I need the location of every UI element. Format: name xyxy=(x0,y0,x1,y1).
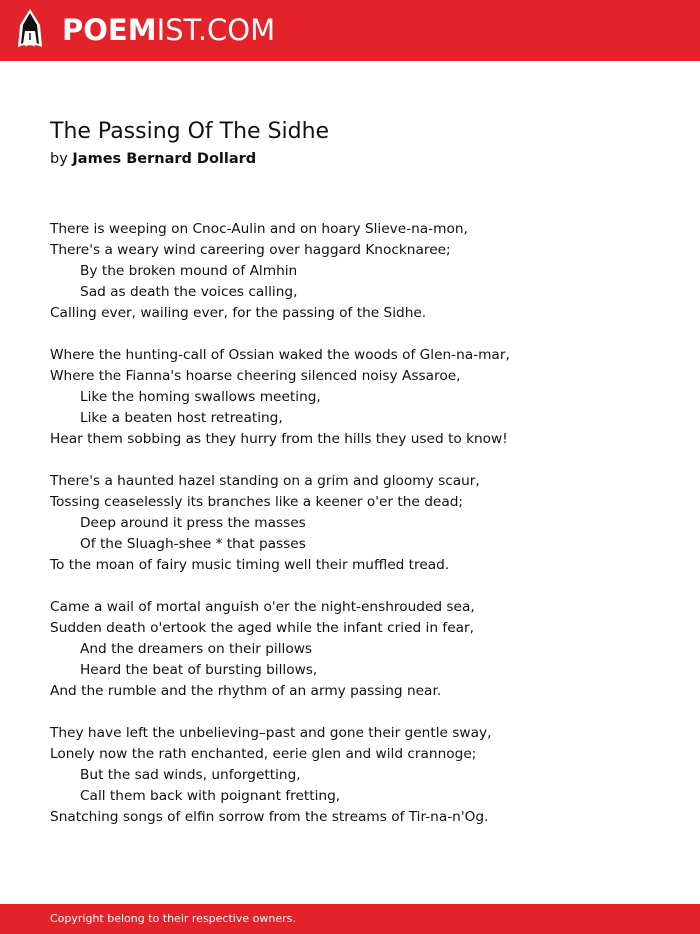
copyright-text: Copyright belong to their respective owners. xyxy=(50,912,296,925)
poem-body xyxy=(50,219,690,849)
poem-line: Deep around it press the masses xyxy=(80,515,306,531)
poem-line: Where the hunting-call of Ossian waked the woods of Glen-na-mar, xyxy=(50,347,510,363)
poem-line: And the dreamers on their pillows xyxy=(80,641,313,657)
poem-line: Like the homing swallows meeting, xyxy=(80,389,321,405)
stanza xyxy=(50,723,690,828)
byline-prefix: by xyxy=(50,151,68,167)
poem-line: There is weeping on Cnoc-Aulin and on hoary Slieve-na-mon, xyxy=(50,221,468,237)
poem-line: Call them back with poignant fretting, xyxy=(80,788,341,804)
poem-line: Snatching songs of elfin sorrow from the streams of Tir-na-n'Og. xyxy=(50,809,489,825)
poem-line: There's a weary wind careering over haggard Knocknaree; xyxy=(50,242,451,258)
poem-title: The Passing Of The Sidhe xyxy=(50,119,330,144)
poem-line: Heard the beat of bursting billows, xyxy=(80,662,318,678)
stanza xyxy=(50,345,690,450)
site-header xyxy=(0,0,700,61)
poem-line: There's a haunted hazel standing on a grim and gloomy scaur, xyxy=(50,473,480,489)
poem-line: Calling ever, wailing ever, for the passing of the Sidhe. xyxy=(50,305,427,321)
poem-line: Came a wail of mortal anguish o'er the night-enshrouded sea, xyxy=(50,599,475,615)
logo-light-text: IST.COM xyxy=(156,13,276,47)
poem-line: Lonely now the rath enchanted, eerie glen and wild crannoge; xyxy=(50,746,477,762)
pen-nib-icon[interactable] xyxy=(17,9,43,51)
poem-line: Of the Sluagh-shee * that passes xyxy=(80,536,306,552)
poem-line: But the sad winds, unforgetting, xyxy=(80,767,301,783)
poem-byline xyxy=(50,148,256,170)
poem-line: Where the Fianna's hoarse cheering silenced noisy Assaroe, xyxy=(50,368,461,384)
poem-line: To the moan of fairy music timing well their muffled tread. xyxy=(50,557,450,573)
poem-line: Sudden death o'ertook the aged while the infant cried in fear, xyxy=(50,620,474,636)
logo-bold-text: POEM xyxy=(62,13,157,47)
site-footer xyxy=(0,904,700,934)
poem-author[interactable]: James Bernard Dollard xyxy=(72,151,257,167)
stanza xyxy=(50,597,690,702)
poem-line: Like a beaten host retreating, xyxy=(80,410,283,426)
site-logo[interactable] xyxy=(62,12,275,48)
poem-line: And the rumble and the rhythm of an army passing near. xyxy=(50,683,442,699)
poem-line: Hear them sobbing as they hurry from the hills they used to know! xyxy=(50,431,508,447)
stanza xyxy=(50,471,690,576)
poem-line: They have left the unbelieving–past and gone their gentle sway, xyxy=(50,725,492,741)
poem-line: By the broken mound of Almhin xyxy=(80,263,298,279)
poem-line: Sad as death the voices calling, xyxy=(80,284,298,300)
poem-line: Tossing ceaselessly its branches like a keener o'er the dead; xyxy=(50,494,464,510)
stanza xyxy=(50,219,690,324)
